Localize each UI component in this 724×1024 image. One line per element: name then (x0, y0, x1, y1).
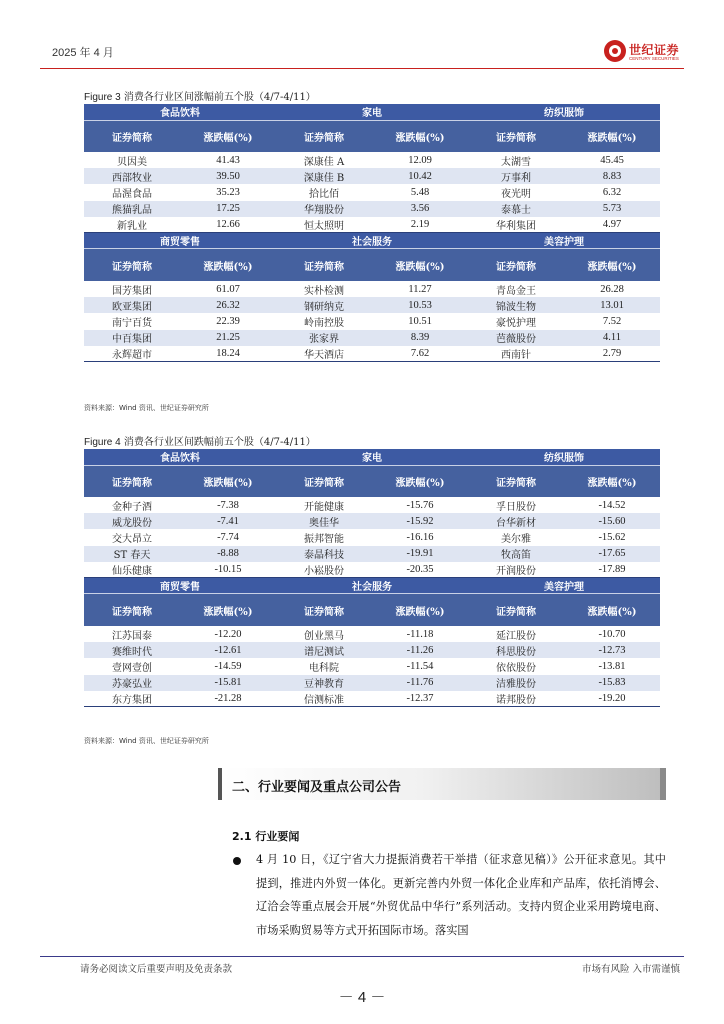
logo-text: 世纪证券 (629, 43, 680, 57)
stock-name-cell: 恒太照明 (276, 217, 372, 233)
change-pct-cell: 2.79 (564, 346, 660, 362)
change-pct-cell: 61.07 (180, 281, 276, 297)
change-pct-cell: -15.83 (564, 675, 660, 691)
stock-name-cell: 深康佳 B (276, 168, 372, 184)
stock-name-cell: 品渥食品 (84, 184, 180, 200)
change-pct-cell: -12.73 (564, 642, 660, 658)
sector-name: 食品饮料 (84, 104, 276, 120)
table-row (84, 691, 660, 707)
table-row (84, 642, 660, 658)
change-pct-cell: -15.62 (564, 529, 660, 545)
table-row (84, 152, 660, 168)
column-header-name: 证券简称 (84, 594, 180, 626)
stock-name-cell: 中百集团 (84, 330, 180, 346)
change-pct-cell: -7.41 (180, 513, 276, 529)
change-pct-cell: -12.37 (372, 691, 468, 707)
stock-name-cell: 国芳集团 (84, 281, 180, 297)
change-pct-cell: 41.43 (180, 152, 276, 168)
stock-name-cell: 泰慕士 (468, 201, 564, 217)
stock-name-cell: 万事利 (468, 168, 564, 184)
change-pct-cell: -11.18 (372, 626, 468, 642)
change-pct-cell: 21.25 (180, 330, 276, 346)
column-header-change: 涨跌幅(%) (180, 120, 276, 152)
change-pct-cell: 12.66 (180, 217, 276, 233)
change-pct-cell: 18.24 (180, 346, 276, 362)
stock-name-cell: 洁雅股份 (468, 675, 564, 691)
stock-name-cell: 实朴检测 (276, 281, 372, 297)
stock-name-cell: 诺邦股份 (468, 691, 564, 707)
stock-name-cell: 延江股份 (468, 626, 564, 642)
sector-name: 食品饮料 (84, 449, 276, 465)
change-pct-cell: 8.39 (372, 330, 468, 346)
stock-name-cell: 赛维时代 (84, 642, 180, 658)
logo-icon (604, 40, 626, 62)
table-row (84, 675, 660, 691)
column-header-row (84, 120, 660, 152)
stock-name-cell: 钢研纳克 (276, 297, 372, 313)
stock-name-cell: 贝因美 (84, 152, 180, 168)
change-pct-cell: -13.81 (564, 658, 660, 674)
change-pct-cell: -8.88 (180, 546, 276, 562)
stock-name-cell: 太湖雪 (468, 152, 564, 168)
stock-name-cell: 新乳业 (84, 217, 180, 233)
change-pct-cell: 10.42 (372, 168, 468, 184)
change-pct-cell: 8.83 (564, 168, 660, 184)
table-row (84, 562, 660, 578)
change-pct-cell: 12.09 (372, 152, 468, 168)
figure4-source: 资料来源：Wind 资讯、世纪证券研究所 (84, 737, 209, 745)
change-pct-cell: 10.51 (372, 313, 468, 329)
figure3-source: 资料来源：Wind 资讯、世纪证券研究所 (84, 404, 209, 412)
stock-name-cell: 永辉超市 (84, 346, 180, 362)
bullet-icon (233, 857, 241, 865)
stock-name-cell: 夜光明 (468, 184, 564, 200)
figure3-title (84, 88, 316, 103)
change-pct-cell: 17.25 (180, 201, 276, 217)
stock-name-cell: 振邦智能 (276, 529, 372, 545)
stock-name-cell: 台华新材 (468, 513, 564, 529)
column-header-change: 涨跌幅(%) (180, 594, 276, 626)
column-header-change: 涨跌幅(%) (564, 249, 660, 281)
table-row (84, 497, 660, 513)
table-row (84, 168, 660, 184)
stock-name-cell: 青岛金王 (468, 281, 564, 297)
stock-name-cell: 西部牧业 (84, 168, 180, 184)
table-row (84, 626, 660, 642)
stock-name-cell: 芭薇股份 (468, 330, 564, 346)
stock-name-cell: 科思股份 (468, 642, 564, 658)
change-pct-cell: -14.59 (180, 658, 276, 674)
change-pct-cell: 39.50 (180, 168, 276, 184)
change-pct-cell: 3.56 (372, 201, 468, 217)
table-row (84, 658, 660, 674)
stock-name-cell: 美尔雅 (468, 529, 564, 545)
header-divider (40, 68, 684, 69)
change-pct-cell: -10.70 (564, 626, 660, 642)
stock-name-cell: 牧高笛 (468, 546, 564, 562)
figure3-caption: 消费各行业区间涨幅前五个股（4/7-4/11） (123, 92, 316, 103)
change-pct-cell: -12.61 (180, 642, 276, 658)
table-row (84, 297, 660, 313)
column-header-change: 涨跌幅(%) (372, 594, 468, 626)
change-pct-cell: -7.74 (180, 529, 276, 545)
stock-name-cell: 锦波生物 (468, 297, 564, 313)
stock-name-cell: 苏豪弘业 (84, 675, 180, 691)
figure3-label: Figure 3 (84, 92, 121, 103)
stock-name-cell: ST 春天 (84, 546, 180, 562)
column-header-name: 证券简称 (468, 249, 564, 281)
table-row (84, 201, 660, 217)
figure4-title (84, 433, 316, 448)
column-header-name: 证券简称 (84, 120, 180, 152)
stock-name-cell: 谱尼测试 (276, 642, 372, 658)
figure4-table (84, 449, 660, 707)
change-pct-cell: -20.35 (372, 562, 468, 578)
stock-name-cell: 开润股份 (468, 562, 564, 578)
change-pct-cell: -15.76 (372, 497, 468, 513)
change-pct-cell: -7.38 (180, 497, 276, 513)
sector-name: 社会服务 (276, 578, 468, 594)
column-header-change: 涨跌幅(%) (180, 249, 276, 281)
figure4-caption: 消费各行业区间跌幅前五个股（4/7-4/11） (123, 437, 316, 448)
stock-name-cell: 西南针 (468, 346, 564, 362)
change-pct-cell: -15.81 (180, 675, 276, 691)
stock-name-cell: 金种子酒 (84, 497, 180, 513)
column-header-name: 证券简称 (468, 465, 564, 497)
footer-disclaimer: 请务必阅读文后重要声明及免责条款 (80, 964, 233, 975)
sector-name: 社会服务 (276, 233, 468, 249)
stock-name-cell: 张家界 (276, 330, 372, 346)
change-pct-cell: 6.32 (564, 184, 660, 200)
stock-name-cell: 威龙股份 (84, 513, 180, 529)
figure3-table (84, 104, 660, 362)
news-paragraph: 4 月 10 日，《辽宁省大力提振消费若干举措（征求意见稿）》公开征求意见。其中提到，推进内外贸一体化。更新完善内外贸一体化企业库和产品库，依托消博会、辽洽会等重点展会开展“外贸优品中华行”系列活动。支持内贸企业采用跨境电商、市场采购贸易等方式开拓国际市场。落实国 (256, 853, 666, 937)
sector-name: 纺织服饰 (468, 449, 660, 465)
stock-name-cell: 南宁百货 (84, 313, 180, 329)
stock-name-cell: 东方集团 (84, 691, 180, 707)
change-pct-cell: 13.01 (564, 297, 660, 313)
stock-name-cell: 小崧股份 (276, 562, 372, 578)
stock-name-cell: 江苏国泰 (84, 626, 180, 642)
change-pct-cell: -11.26 (372, 642, 468, 658)
stock-name-cell: 开能健康 (276, 497, 372, 513)
sector-name: 商贸零售 (84, 578, 276, 594)
change-pct-cell: -17.65 (564, 546, 660, 562)
change-pct-cell: -19.20 (564, 691, 660, 707)
logo-subtext: CENTURY SECURITIES (629, 56, 679, 61)
column-header-name: 证券简称 (468, 120, 564, 152)
company-logo (604, 40, 684, 66)
column-header-change: 涨跌幅(%) (180, 465, 276, 497)
change-pct-cell: -11.76 (372, 675, 468, 691)
footer-divider (40, 956, 684, 957)
column-header-change: 涨跌幅(%) (372, 249, 468, 281)
column-header-row (84, 249, 660, 281)
change-pct-cell: -15.92 (372, 513, 468, 529)
report-date: 2025 年 4 月 (52, 47, 114, 59)
change-pct-cell: 35.23 (180, 184, 276, 200)
column-header-row (84, 594, 660, 626)
table-row (84, 346, 660, 362)
change-pct-cell: 22.39 (180, 313, 276, 329)
sector-name: 商贸零售 (84, 233, 276, 249)
column-header-change: 涨跌幅(%) (564, 465, 660, 497)
table-row (84, 513, 660, 529)
sector-header-row (84, 233, 660, 249)
stock-name-cell: 壹网壹创 (84, 658, 180, 674)
column-header-row (84, 465, 660, 497)
stock-name-cell: 华翔股份 (276, 201, 372, 217)
stock-name-cell: 仙乐健康 (84, 562, 180, 578)
column-header-name: 证券简称 (84, 465, 180, 497)
sector-name: 家电 (276, 104, 468, 120)
stock-name-cell: 交大昂立 (84, 529, 180, 545)
change-pct-cell: -21.28 (180, 691, 276, 707)
stock-name-cell: 依依股份 (468, 658, 564, 674)
table-row (84, 184, 660, 200)
column-header-change: 涨跌幅(%) (372, 120, 468, 152)
change-pct-cell: -15.60 (564, 513, 660, 529)
change-pct-cell: 4.97 (564, 217, 660, 233)
change-pct-cell: 5.48 (372, 184, 468, 200)
subsection-title: 2.1 行业要闻 (232, 830, 300, 843)
change-pct-cell: -12.20 (180, 626, 276, 642)
stock-name-cell: 华天酒店 (276, 346, 372, 362)
stock-name-cell: 奥佳华 (276, 513, 372, 529)
figure4-label: Figure 4 (84, 437, 121, 448)
stock-name-cell: 泰晶科技 (276, 546, 372, 562)
change-pct-cell: 7.62 (372, 346, 468, 362)
sector-name: 美容护理 (468, 233, 660, 249)
column-header-change: 涨跌幅(%) (372, 465, 468, 497)
stock-name-cell: 欧亚集团 (84, 297, 180, 313)
stock-name-cell: 创业黑马 (276, 626, 372, 642)
stock-name-cell: 华利集团 (468, 217, 564, 233)
change-pct-cell: 26.32 (180, 297, 276, 313)
column-header-name: 证券简称 (468, 594, 564, 626)
change-pct-cell: 10.53 (372, 297, 468, 313)
stock-name-cell: 豪悦护理 (468, 313, 564, 329)
table-row (84, 330, 660, 346)
stock-name-cell: 信测标准 (276, 691, 372, 707)
column-header-name: 证券简称 (276, 465, 372, 497)
sector-header-row (84, 578, 660, 594)
stock-name-cell: 孚日股份 (468, 497, 564, 513)
column-header-name: 证券简称 (276, 120, 372, 152)
sector-name: 家电 (276, 449, 468, 465)
page-number: － 4 － (338, 989, 386, 1006)
change-pct-cell: -11.54 (372, 658, 468, 674)
change-pct-cell: 2.19 (372, 217, 468, 233)
footer-risk-note: 市场有风险 入市需谨慎 (581, 964, 680, 975)
section-header-edge (660, 768, 666, 800)
sector-header-row (84, 104, 660, 120)
change-pct-cell: -19.91 (372, 546, 468, 562)
section-title: 二、行业要闻及重点公司公告 (232, 780, 402, 795)
stock-name-cell: 电科院 (276, 658, 372, 674)
stock-name-cell: 豆神教育 (276, 675, 372, 691)
change-pct-cell: -14.52 (564, 497, 660, 513)
column-header-name: 证券简称 (276, 594, 372, 626)
change-pct-cell: 5.73 (564, 201, 660, 217)
table-row (84, 529, 660, 545)
change-pct-cell: 45.45 (564, 152, 660, 168)
stock-name-cell: 岭南控股 (276, 313, 372, 329)
sector-header-row (84, 449, 660, 465)
change-pct-cell: -10.15 (180, 562, 276, 578)
change-pct-cell: 7.52 (564, 313, 660, 329)
table-row (84, 281, 660, 297)
column-header-name: 证券简称 (84, 249, 180, 281)
column-header-name: 证券简称 (276, 249, 372, 281)
change-pct-cell: 11.27 (372, 281, 468, 297)
table-row (84, 217, 660, 233)
stock-name-cell: 熊猫乳品 (84, 201, 180, 217)
table-row (84, 546, 660, 562)
change-pct-cell: -16.16 (372, 529, 468, 545)
column-header-change: 涨跌幅(%) (564, 120, 660, 152)
stock-name-cell: 深康佳 A (276, 152, 372, 168)
sector-name: 纺织服饰 (468, 104, 660, 120)
change-pct-cell: 26.28 (564, 281, 660, 297)
sector-name: 美容护理 (468, 578, 660, 594)
change-pct-cell: 4.11 (564, 330, 660, 346)
stock-name-cell: 拾比佰 (276, 184, 372, 200)
column-header-change: 涨跌幅(%) (564, 594, 660, 626)
change-pct-cell: -17.89 (564, 562, 660, 578)
table-row (84, 313, 660, 329)
